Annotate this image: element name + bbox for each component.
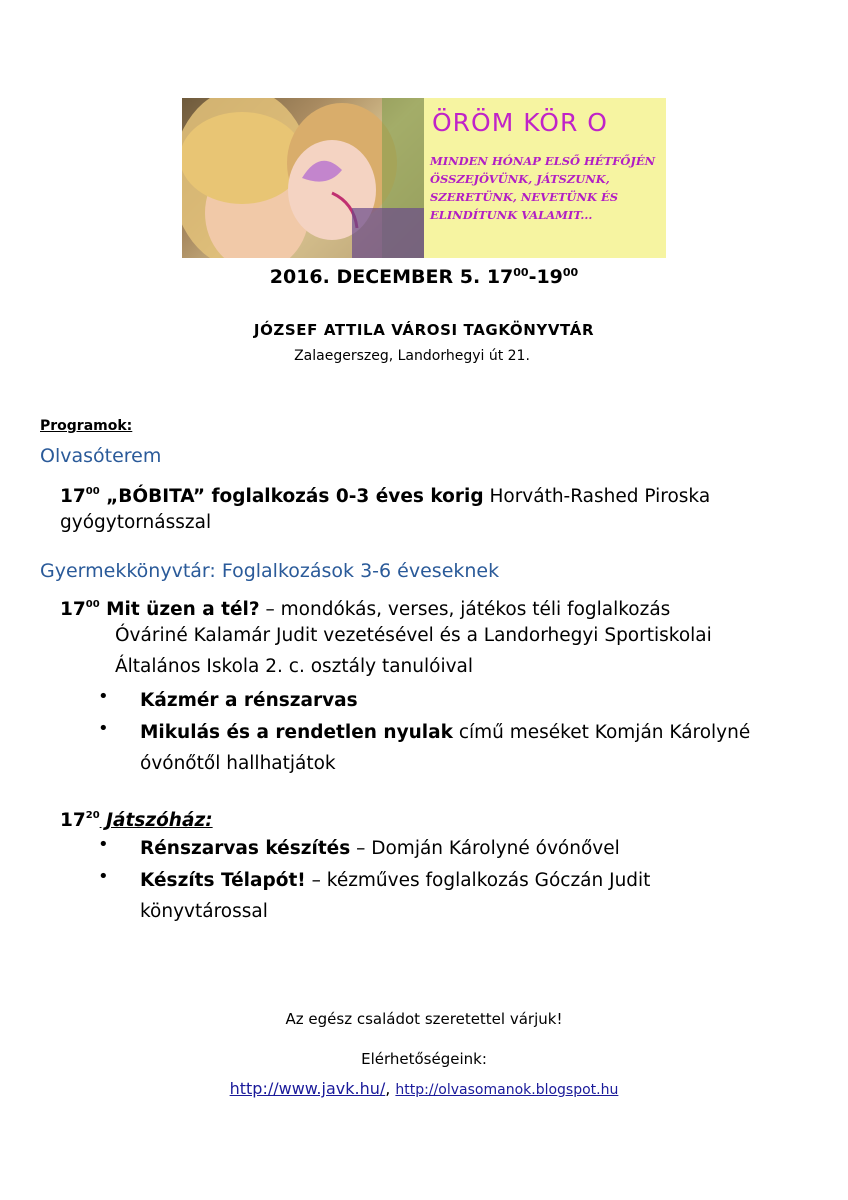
mother-and-child-photo [182, 98, 424, 258]
reading-room-heading: Olvasóterem [40, 445, 162, 467]
children-library-event-line3: Általános Iskola 2. c. osztály tanulóival [115, 656, 474, 677]
banner [182, 98, 666, 258]
venue-name: JÓZSEF ATTILA VÁROSI TAGKÖNYVTÁR [253, 321, 595, 339]
reading-room-event: $17^{00}$ „BÓBITA” foglalkozás 0-3 éves korig Horváth-Rashed Piroska [60, 486, 711, 507]
list-item: Kázmér a rénszarvas [140, 690, 358, 711]
children-library-event: $17^{00}$ Mit üzen a tél? – mondókás, verses, játékos téli foglalkozás [60, 599, 671, 620]
list-item-continued: óvónőtől hallhatjátok [140, 753, 336, 774]
bullet-icon: • [98, 866, 109, 887]
website-link[interactable]: http://www.javk.hu/ [229, 1079, 386, 1098]
list-item-continued: könyvtárossal [140, 901, 268, 922]
children-library-heading: Gyermekkönyvtár: Foglalkozások 3-6 éveseknek [40, 560, 500, 582]
contacts-label: Elérhetőségeink: [361, 1050, 487, 1068]
contact-links [0, 1079, 848, 1098]
list-item: Készíts Télapót! – kézműves foglalkozás Góczán Judit [140, 870, 651, 891]
venue-address: Zalaegerszeg, Landorhegyi út 21. [294, 348, 530, 364]
link-separator: , [385, 1079, 396, 1098]
list-item: Rénszarvas készítés – Domján Károlyné óvónővel [140, 838, 620, 859]
list-item: Mikulás és a rendetlen nyulak című meséket Komján Károlyné [140, 722, 751, 743]
bullet-icon: • [98, 718, 109, 739]
event-date: 2016. DECEMBER 5. $17^{00}-19^{00}$ [269, 266, 579, 288]
welcome-text: Az egész családot szeretettel várjuk! [285, 1010, 563, 1028]
reading-room-event-continued: gyógytornásszal [60, 512, 212, 533]
children-library-event-line2: Óváriné Kalamár Judit vezetésével és a Landorhegyi Sportiskolai [115, 625, 712, 646]
banner-text-panel [424, 98, 666, 258]
bullet-icon: • [98, 834, 109, 855]
photo-illustration [182, 98, 424, 258]
banner-title: ÖRÖM KÖR O [432, 108, 608, 137]
banner-tagline: MINDEN HÓNAP ELSŐ HÉTFŐJÉN ÖSSZEJÖVÜNK, JÁTSZUNK, SZERETÜNK, NEVETÜNK ÉS ELINDÍTUNK VALAMIT... [430, 154, 656, 222]
programs-heading: Programok: [40, 418, 133, 434]
blog-link[interactable]: http://olvasomanok.blogspot.hu [395, 1082, 619, 1098]
bullet-icon: • [98, 686, 109, 707]
playhouse-event: $17^{20}$ Játszóház: [60, 810, 213, 831]
